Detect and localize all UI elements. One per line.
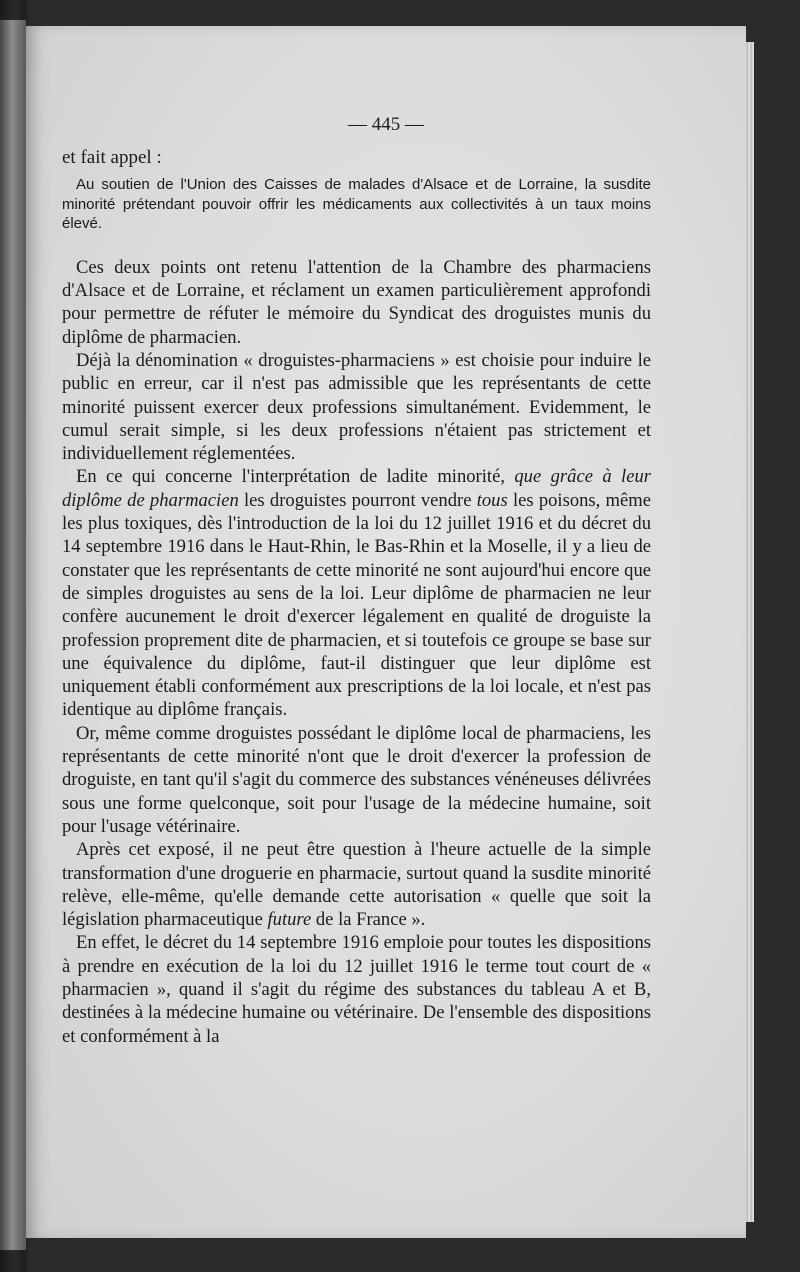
facing-page-edge [0,20,26,1250]
quoted-appeal: Au soutien de l'Union des Caisses de malades d'Alsace et de Lorraine, la susdite minorité prétendant pouvoir offrir les médicaments aux collectivités à un taux moins élevé. [62,176,651,233]
paragraph-3-italic-1: que grâce à leur diplôme de pharmacien [62,466,651,511]
paragraph-3 [62,465,651,721]
paragraph-6: En effet, le décret du 14 septembre 1916 emploie pour toutes les dispositions à prendre en exécution de la loi du 12 juillet 1916 le terme tout court de « pharmacien », quand il s'agit du régime des substances du tableau A et B, destinées à la médecine humaine ou vétérinaire. De l'ensemble des dispositions et conformément à la [62,932,651,1047]
paragraph-5-text-after: de la France ». [311,909,426,931]
paragraph-5-italic: future [267,909,312,931]
paragraph-1: Ces deux points ont retenu l'attention de la Chambre des pharmaciens d'Alsace et de Lorraine, et réclament un examen particulièrement approfondi pour permettre de réfuter le mémoire du Syndicat des droguistes munis du diplôme de pharmacien. [62,256,651,348]
intro-line: et fait appel : [62,147,162,168]
paragraph-3-text-before: En ce qui concerne l'interprétation de ladite minorité, [76,466,515,488]
page [26,26,746,1238]
paragraph-5-text-before: Après cet exposé, il ne peut être question à l'heure actuelle de la simple transformation d'une droguerie en pharmacie, surtout quand la susdite minorité relève, elle-même, qu'elle demande cette autorisation « quelle que soit la législation pharmaceutique [62,839,651,931]
paragraph-3-text-middle: les droguistes pourront vendre [238,489,477,511]
paragraph-2: Déjà la dénomination « droguistes-pharmaciens » est choisie pour induire le public en erreur, car il n'est pas admissible que les représentants de cette minorité puissent exercer deux professions simultanément. Evidemment, le cumul serait simple, si les deux professions n'étaient pas strictement et individuellement réglementées. [62,349,651,465]
paragraph-3-italic-2: tous [476,489,508,511]
page-number: — 445 — [348,114,424,135]
paragraph-5 [62,838,651,931]
body-text [62,146,651,1048]
paragraph-3-text-after: les poisons, même les plus toxiques, dès l'introduction de la loi du 12 juillet 1916 et du décret du 14 septembre 1916 dans le Haut-Rhin, le Bas-Rhin et la Moselle, il y a lieu de constater que les représentants de cette minorité ne sont aujourd'hui encore que de simples droguistes au sens de la loi. Leur diplôme de pharmacien ne leur confère aucunement le droit d'exercer légalement en qualité de droguiste la profession proprement dite de pharmacien, et si toutefois ce groupe se base sur une équivalence du diplôme, faut-il distinguer que leur diplôme est uniquement établi conformément aux prescriptions de la loi locale, et n'est pas identique au diplôme français. [62,489,651,721]
paragraph-4: Or, même comme droguistes possédant le diplôme local de pharmaciens, les représentants de cette minorité n'ont que le droit d'exercer la profession de droguiste, en tant qu'il s'agit du commerce des substances vénéneuses délivrées sous une forme quelconque, soit pour l'usage de la médecine humaine, soit pour l'usage vétérinaire. [62,722,651,837]
